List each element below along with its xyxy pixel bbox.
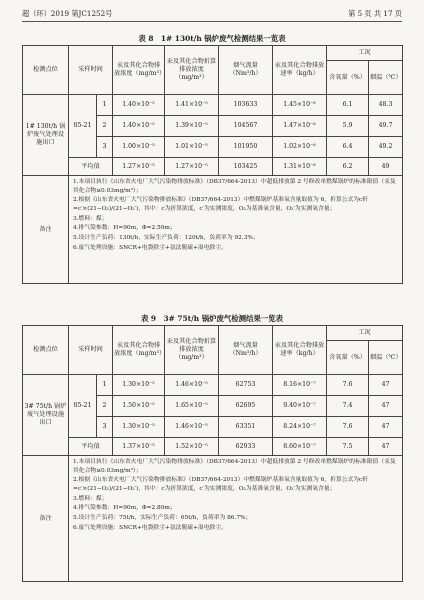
- cell-index: 3: [97, 417, 113, 438]
- cell-conc: 1.37×10⁻⁵: [113, 438, 165, 456]
- cell-flow: 62695: [219, 396, 273, 417]
- note-item: 6.废气处理设施：SNCR+电袋除尘+氨法脱硫+湿电除尘。: [73, 524, 227, 531]
- cell-flow: 104567: [219, 116, 273, 137]
- cell-flow: 62753: [219, 375, 273, 396]
- cell-temp: 49.2: [369, 137, 403, 158]
- cell-flow: 63351: [219, 417, 273, 438]
- cell-rate: 9.40×10⁻⁷: [273, 396, 327, 417]
- cell-conv: 1.52×10⁻⁵: [165, 438, 219, 456]
- cell-rate: 1.45×10⁻⁶: [273, 95, 327, 116]
- remark-label: 备注: [23, 176, 69, 284]
- page-header: [22, 9, 402, 22]
- cell-conv: 1.27×10⁻⁵: [165, 158, 219, 176]
- cell-oxygen: 7.6: [327, 417, 369, 438]
- col-header-flow: 烟气流量（Nm³/h）: [219, 326, 273, 375]
- sample-date: 05-21: [69, 375, 97, 438]
- col-header-conc: 汞及其化合物排放浓度（mg/m³）: [113, 46, 165, 95]
- cell-index: 3: [97, 137, 113, 158]
- cell-oxygen: 5.9: [327, 116, 369, 137]
- cell-oxygen: 6.2: [327, 158, 369, 176]
- col-header-rate: 汞及其化合物排放速率（kg/h）: [273, 46, 327, 95]
- note-item: 2.根据《山东省火电厂大气污染物排放标准》（DB37/664-2013）中燃煤锅炉基准氧含量取值为 6，折算公式为c折=c′×(21−O₂)/(21−O₂′)，其中：c为折算浓度，c′为实测浓度，O₂为基准氧含量，O₂′为实测氧含量；: [73, 477, 369, 493]
- table-9: [22, 325, 403, 582]
- note-item: 4.排气筒参数：H=90m，Φ=2.50m；: [73, 225, 176, 232]
- cell-rate: 8.16×10⁻⁷: [273, 375, 327, 396]
- table-8: [22, 45, 403, 284]
- cell-conv: 1.39×10⁻⁵: [165, 116, 219, 137]
- col-header-condition: 工况: [327, 46, 403, 61]
- cell-oxygen: 7.6: [327, 375, 369, 396]
- cell-oxygen: 6.1: [327, 95, 369, 116]
- cell-conv: 1.65×10⁻⁵: [165, 396, 219, 417]
- cell-rate: 8.24×10⁻⁷: [273, 417, 327, 438]
- table-row: [23, 375, 403, 396]
- cell-conc: 1.40×10⁻⁵: [113, 95, 165, 116]
- col-header-rate: 汞及其化合物排放速率（kg/h）: [273, 326, 327, 375]
- table-row: [23, 95, 403, 116]
- col-header-time: 采样时间: [69, 326, 113, 375]
- table-9-caption: 表 9 3# 75t/h 锅炉废气检测结果一览表: [140, 314, 284, 323]
- document-number: 超（环）2019 第JC1252号: [22, 9, 113, 18]
- cell-oxygen: 6.4: [327, 137, 369, 158]
- average-label: 平均值: [69, 158, 113, 176]
- cell-conc: 1.30×10⁻⁵: [113, 417, 165, 438]
- cell-rate: 1.47×10⁻⁶: [273, 116, 327, 137]
- cell-flow: 103633: [219, 95, 273, 116]
- col-header-oxygen: 含氧量（%）: [327, 61, 369, 95]
- col-header-time: 采样时间: [69, 46, 113, 95]
- col-header-conc: 汞及其化合物排放浓度（mg/m³）: [113, 326, 165, 375]
- cell-rate: 1.02×10⁻⁶: [273, 137, 327, 158]
- remark-notes: [69, 176, 403, 284]
- col-header-flow: 烟气流量（Nm³/h）: [219, 46, 273, 95]
- cell-conc: 1.50×10⁻⁵: [113, 396, 165, 417]
- cell-temp: 48.3: [369, 95, 403, 116]
- cell-conv: 1.41×10⁻⁵: [165, 95, 219, 116]
- col-header-conv: 汞及其化合物折算排放浓度（mg/m³）: [165, 326, 219, 375]
- cell-index: 2: [97, 116, 113, 137]
- average-row: [23, 158, 403, 176]
- note-item: 3.燃料：煤；: [73, 495, 108, 502]
- cell-flow: 103425: [219, 158, 273, 176]
- point-name: 1# 130t/h 锅炉废气处理设施出口: [23, 95, 69, 176]
- note-item: 4.排气筒参数：H=90m，Φ=2.80m；: [73, 505, 176, 512]
- remark-label: 备注: [23, 456, 69, 582]
- note-item: 1.本项目执行《山东省火电厂大气污染物排放标准》（DB37/664-2013）中超低排放第 2 号修改单燃煤锅炉的标准限值（汞及其化合物≤0.03mg/m³）；: [73, 179, 396, 194]
- cell-index: 1: [97, 95, 113, 116]
- cell-conc: 1.27×10⁻⁵: [113, 158, 165, 176]
- cell-conv: 1.01×10⁻⁵: [165, 137, 219, 158]
- cell-flow: 101950: [219, 137, 273, 158]
- cell-conc: 1.00×10⁻⁵: [113, 137, 165, 158]
- note-item: 2.根据《山东省火电厂大气污染物排放标准》（DB37/664-2013）中燃煤锅炉基准氧含量取值为 6，折算公式为c折=c′×(21−O₂)/(21−O₂′)，其中：c为折算浓度，c′为实测浓度，O₂为基准氧含量，O₂′为实测氧含量；: [73, 197, 369, 213]
- cell-temp: 47: [369, 375, 403, 396]
- col-header-condition: 工况: [327, 326, 403, 341]
- remark-notes: [69, 456, 403, 582]
- cell-oxygen: 7.4: [327, 396, 369, 417]
- note-item: 5.设计生产负荷：130t/h，实际生产负荷：120t/h，负荷率为 92.3%；: [73, 235, 259, 242]
- cell-conc: 1.30×10⁻⁵: [113, 375, 165, 396]
- cell-temp: 49: [369, 158, 403, 176]
- col-header-oxygen: 含氧量（%）: [327, 341, 369, 375]
- note-item: 3.燃料：煤；: [73, 215, 108, 222]
- note-item: 1.本项目执行《山东省火电厂大气污染物排放标准》（DB37/664-2013）中超低排放第 2 号修改单燃煤锅炉的标准限值（汞及其化合物≤0.03mg/m³）；: [73, 459, 396, 474]
- cell-conv: 1.46×10⁻⁵: [165, 417, 219, 438]
- col-header-point: 检测点位: [23, 46, 69, 95]
- cell-oxygen: 7.5: [327, 438, 369, 456]
- cell-rate: 8.60×10⁻⁷: [273, 438, 327, 456]
- cell-index: 1: [97, 375, 113, 396]
- col-header-temp: 烟温（℃）: [369, 61, 403, 95]
- cell-temp: 47: [369, 396, 403, 417]
- col-header-point: 检测点位: [23, 326, 69, 375]
- note-item: 5.设计生产负荷：75t/h，实际生产负荷：65t/h，负荷率为 86.7%；: [73, 515, 252, 522]
- cell-conc: 1.40×10⁻⁵: [113, 116, 165, 137]
- cell-temp: 47: [369, 417, 403, 438]
- col-header-temp: 烟温（℃）: [369, 341, 403, 375]
- page-number: 第 5 页 共 17 页: [348, 9, 402, 18]
- cell-rate: 1.31×10⁻⁶: [273, 158, 327, 176]
- average-row: [23, 438, 403, 456]
- average-label: 平均值: [69, 438, 113, 456]
- point-name: 3# 75t/h 锅炉废气处理设施出口: [23, 375, 69, 456]
- table-8-caption: 表 8 1# 130t/h 锅炉废气检测结果一览表: [138, 34, 286, 43]
- cell-temp: 47: [369, 438, 403, 456]
- note-item: 6.废气处理设施：SNCR+电袋除尘+氨法脱硫+湿电除尘。: [73, 244, 227, 251]
- cell-index: 2: [97, 396, 113, 417]
- cell-conv: 1.46×10⁻⁵: [165, 375, 219, 396]
- sample-date: 05-21: [69, 95, 97, 158]
- cell-temp: 49.7: [369, 116, 403, 137]
- cell-flow: 62933: [219, 438, 273, 456]
- col-header-conv: 汞及其化合物折算排放浓度（mg/m³）: [165, 46, 219, 95]
